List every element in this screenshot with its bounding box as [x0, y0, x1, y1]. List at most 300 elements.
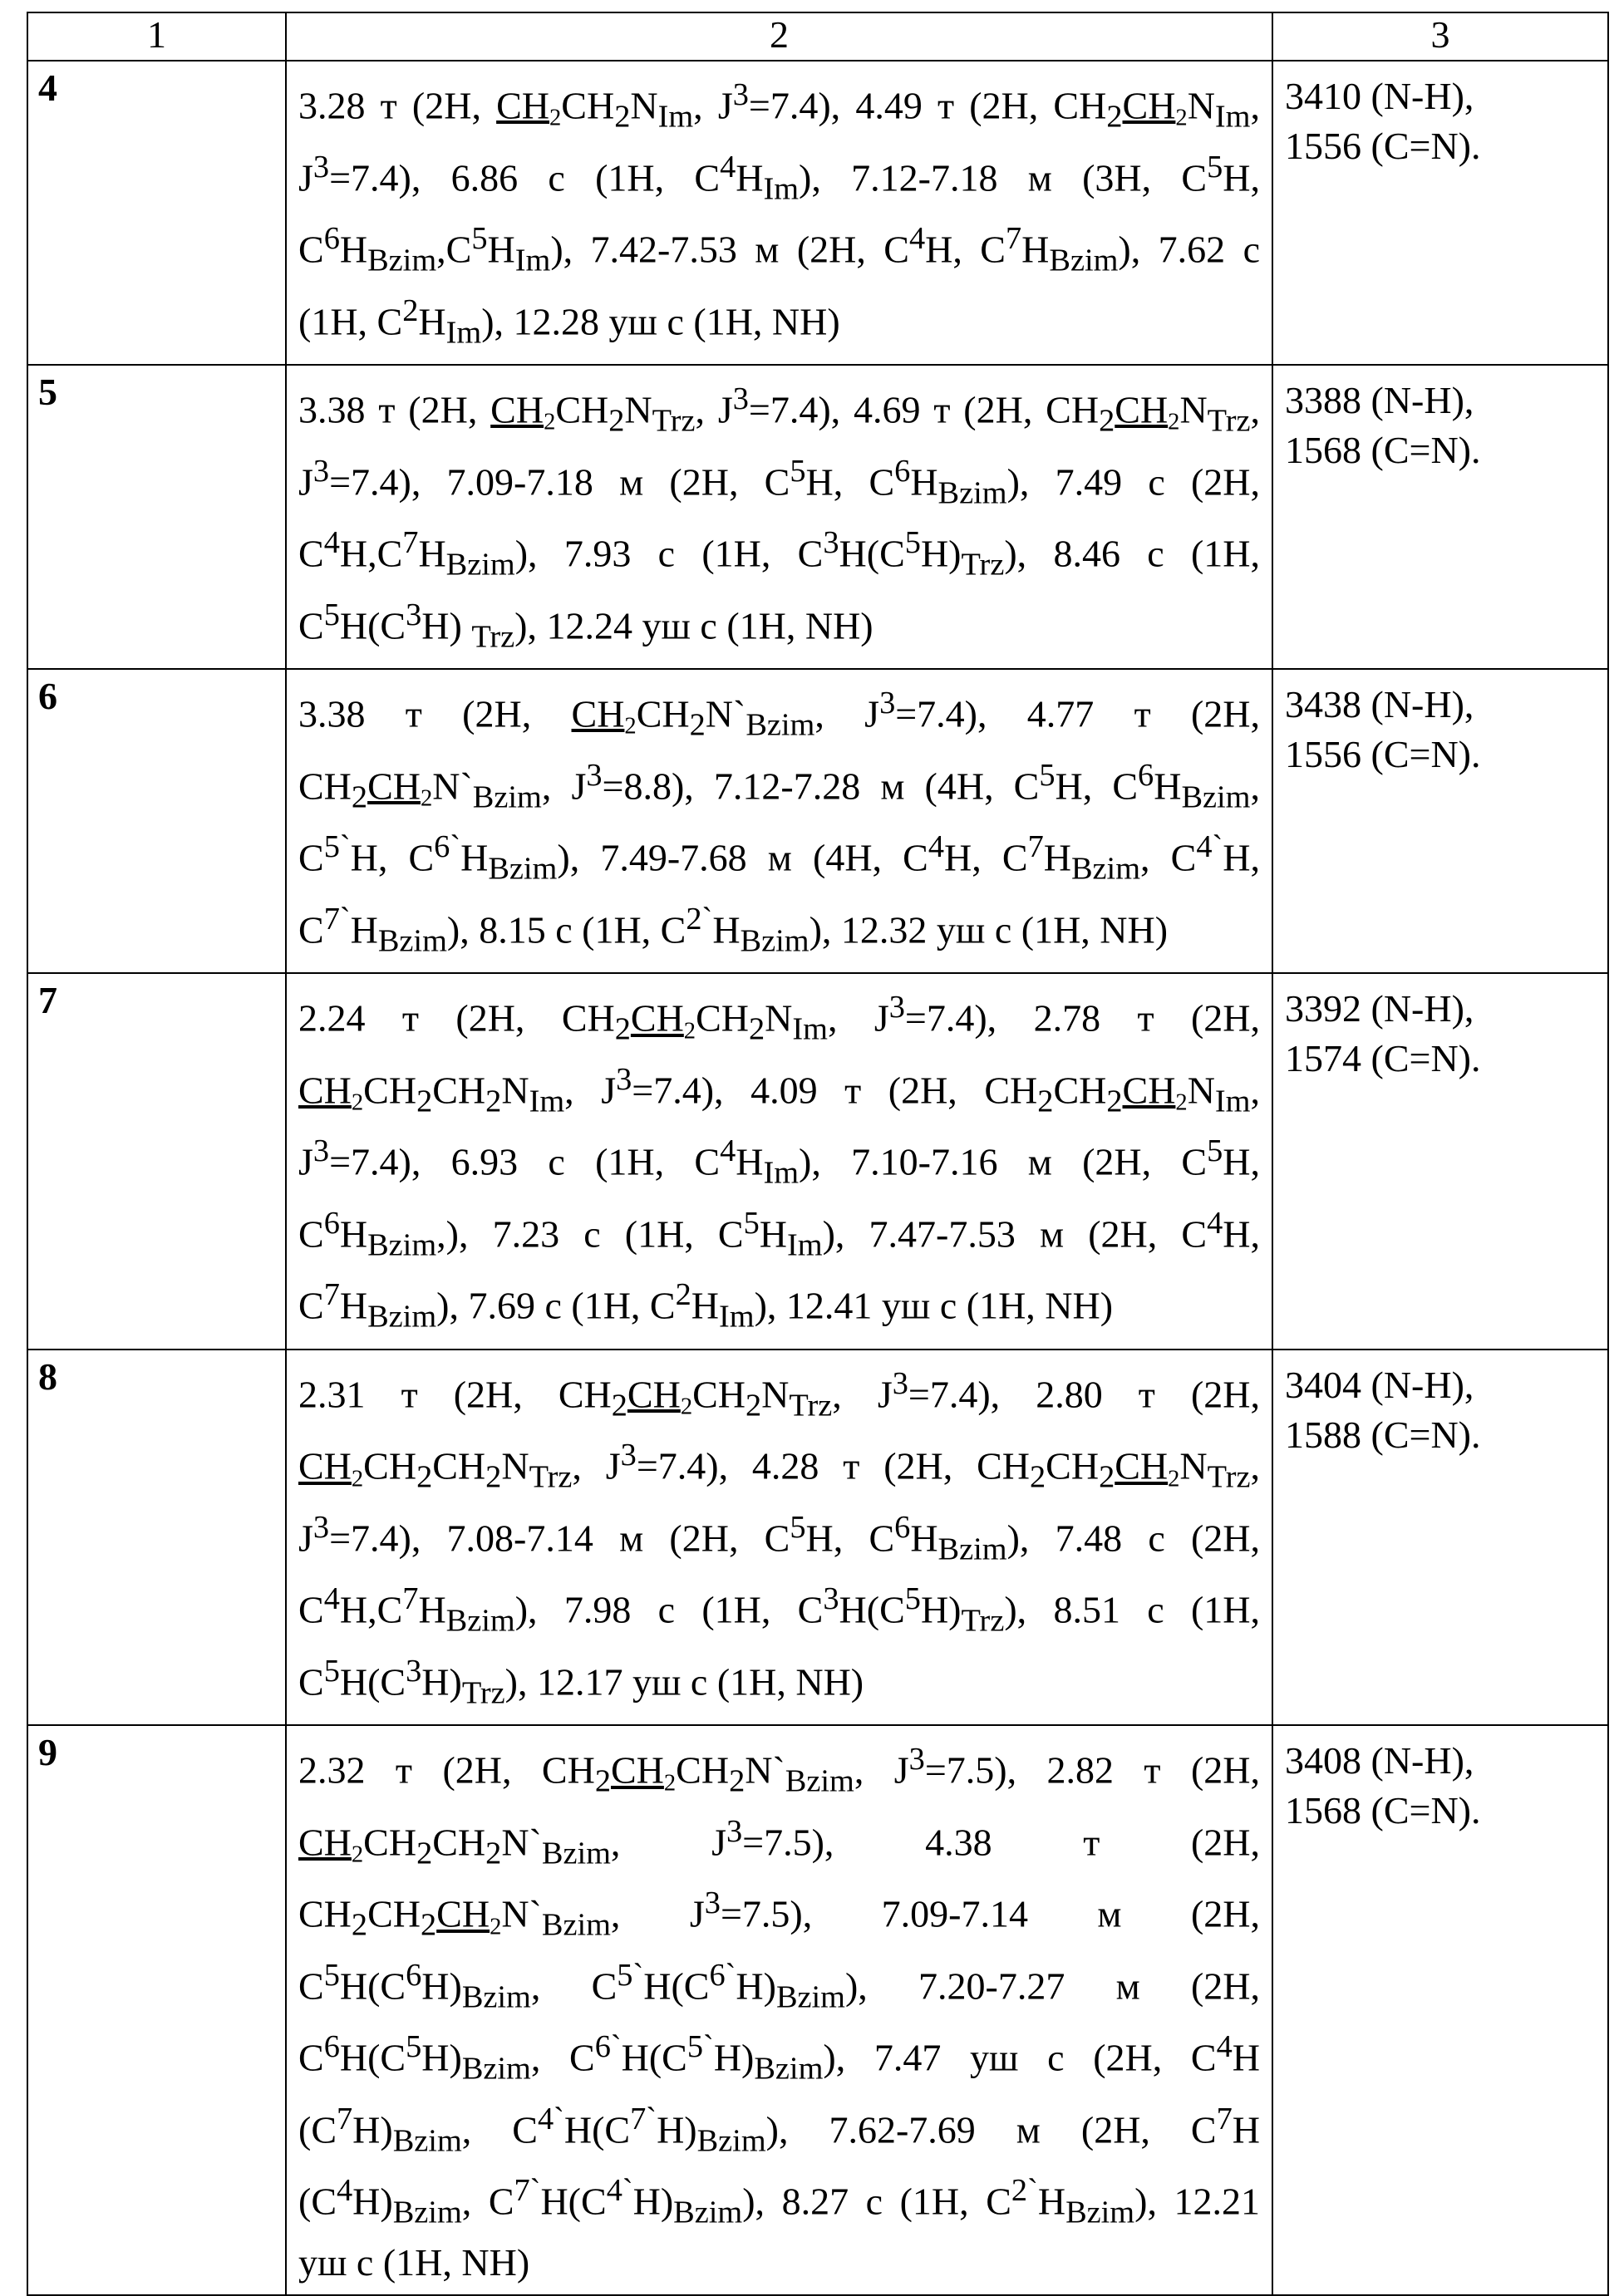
nmr-text-segment: 2 — [1099, 404, 1115, 439]
nmr-text-segment: , C — [462, 2180, 514, 2223]
ir-band: 3410 (N-H), — [1285, 71, 1599, 121]
nmr-text-segment: 5 — [1039, 758, 1055, 793]
nmr-text-segment: =7.5), 7.09-7.14 м (2H, C — [298, 1893, 1260, 2008]
nmr-text-segment: 2 — [416, 1084, 432, 1119]
nmr-text-segment: 3 — [705, 1885, 721, 1920]
nmr-text-segment: N — [1188, 84, 1215, 126]
nmr-text-segment: 6 — [324, 221, 340, 256]
nmr-text-segment: 6 — [894, 454, 910, 489]
nmr-text-segment: 6` — [709, 1958, 736, 1993]
nmr-text-segment: Trz — [1208, 404, 1251, 439]
nmr-text-segment: Trz — [1208, 1460, 1251, 1495]
nmr-text-segment: 6` — [434, 829, 460, 864]
nmr-text-segment: H) — [714, 2037, 755, 2079]
nmr-text-segment: N` — [501, 1893, 542, 1935]
nmr-text-segment: 4 — [1207, 1206, 1223, 1241]
nmr-text-segment: =8.8), 7.12-7.28 м (4H, C — [603, 765, 1040, 807]
nmr-text-segment: 2 — [684, 1018, 696, 1044]
nmr-text-segment: 2 — [749, 1012, 765, 1047]
nmr-text-segment: Trz — [652, 404, 696, 439]
nmr-text-segment: Bzim — [446, 548, 515, 583]
nmr-text-segment: 6 — [1138, 758, 1154, 793]
nmr-text-segment: 2 — [352, 779, 367, 814]
nmr-text-segment: Bzim — [785, 1764, 854, 1799]
nmr-text-segment: ), 8.27 с (1H, C — [742, 2180, 1011, 2223]
compound-number: 9 — [27, 1725, 286, 2295]
nmr-text-segment: 2 — [485, 1084, 501, 1119]
nmr-text-segment: N — [1179, 1445, 1207, 1487]
nmr-text-segment: H(C — [540, 2180, 606, 2223]
nmr-text-segment: 2 — [490, 1914, 501, 1940]
nmr-text-segment: N — [501, 1445, 529, 1487]
nmr-text-segment: 5 — [905, 525, 921, 560]
nmr-text-segment: 5` — [687, 2029, 714, 2064]
nmr-text-segment: H) — [352, 2108, 393, 2151]
nmr-text-segment: , J — [298, 84, 1260, 199]
nmr-text-segment: H(C — [564, 2108, 630, 2151]
nmr-text-segment: N — [630, 84, 657, 126]
compound-number: 5 — [27, 365, 286, 669]
nmr-text-segment: ), 7.93 с (1H, C — [515, 532, 824, 574]
compound-number: 4 — [27, 61, 286, 365]
nmr-text-segment: 2 — [595, 1764, 611, 1799]
nmr-text-segment: H) — [421, 2037, 462, 2079]
nmr-text-segment: H,C — [340, 532, 402, 574]
nmr-text-segment: 2 — [416, 1836, 432, 1871]
nmr-text-segment: N` — [706, 692, 746, 735]
nmr-text-segment: 3 — [733, 381, 749, 416]
nmr-text-segment: , J — [828, 997, 889, 1040]
nmr-text-segment: H(C — [839, 1589, 905, 1631]
nmr-text-segment: =7.5), 4.38 т (2H, CH — [298, 1821, 1260, 1935]
nmr-text-segment: 4` — [538, 2102, 564, 2136]
nmr-text-segment: H (C — [298, 2108, 1260, 2223]
nmr-text-segment: 6 — [406, 1958, 421, 1993]
nmr-text-segment: ), 7.69 с (1H, C — [436, 1285, 675, 1327]
ir-band: 3404 (N-H), — [1285, 1360, 1599, 1410]
nmr-text-segment: 3 — [726, 1814, 742, 1849]
ir-band: 1568 (C=N). — [1285, 1786, 1599, 1836]
nmr-text-segment: H — [712, 908, 740, 951]
nmr-text-segment: Bzim — [1071, 852, 1140, 887]
nmr-text-segment: CH — [363, 1069, 416, 1111]
nmr-text-segment: , C — [298, 765, 1260, 879]
underlined-group — [490, 388, 544, 430]
nmr-text-segment: ), 12.21 уш с (1H, NH) — [298, 2180, 1260, 2284]
underlined-group — [436, 1893, 490, 1935]
nmr-text-segment: H) — [657, 2108, 697, 2151]
nmr-text-segment: , J — [832, 1373, 892, 1415]
table-row — [27, 973, 1608, 1350]
nmr-text-segment: 5 — [324, 1654, 340, 1689]
nmr-text-segment: H) — [421, 1964, 462, 2007]
nmr-text-segment: =7.4), 2.80 т (2H, — [908, 1373, 1260, 1415]
nmr-text-segment: , C — [1140, 836, 1196, 878]
nmr-text-segment: CH — [298, 1821, 352, 1863]
nmr-text-segment: 7 — [324, 1277, 340, 1312]
nmr-text-segment: =7.4), 7.08-7.14 м (2H, C — [329, 1517, 790, 1559]
nmr-text-segment: Bzim — [776, 1979, 845, 2014]
nmr-text-segment: CH — [367, 1893, 421, 1935]
nmr-text-segment: , J — [611, 1821, 726, 1863]
header-col-1: 1 — [27, 12, 286, 61]
nmr-text-segment: 6 — [324, 2029, 340, 2064]
nmr-text-segment: Bzim — [473, 779, 542, 814]
nmr-text-segment: H) — [421, 1660, 462, 1703]
ir-band: 3438 (N-H), — [1285, 680, 1599, 730]
nmr-text-segment: 4 — [909, 221, 925, 256]
underlined-group — [496, 84, 549, 126]
nmr-text-segment: H, C — [944, 836, 1028, 878]
nmr-text-segment: , J — [564, 1069, 616, 1111]
nmr-text-segment: H — [340, 1212, 367, 1255]
nmr-text-segment: 5 — [790, 1510, 805, 1545]
nmr-text-segment: Bzim — [741, 923, 810, 958]
nmr-text-segment: H, C — [298, 836, 1260, 951]
nmr-text-segment: 2 — [608, 404, 624, 439]
nmr-text-segment: 2 — [402, 293, 418, 328]
nmr-text-segment: , C — [531, 1964, 617, 2007]
underlined-group — [1123, 84, 1176, 126]
nmr-text-segment: H, C — [925, 228, 1006, 270]
underlined-group — [684, 997, 696, 1040]
nmr-text-segment: 5 — [324, 597, 340, 632]
nmr-text-segment: 4 — [720, 1133, 736, 1168]
nmr-text-segment: 2 — [485, 1836, 501, 1871]
nmr-text-segment: H — [1044, 836, 1071, 878]
nmr-text-segment: 2 — [729, 1764, 745, 1799]
nmr-text-segment: 2` — [1011, 2173, 1038, 2208]
compound-number: 6 — [27, 669, 286, 973]
underlined-group — [1115, 1445, 1168, 1487]
nmr-text-segment: CH — [1115, 1445, 1168, 1487]
nmr-text-segment: 5 — [406, 2029, 421, 2064]
nmr-text-segment: CH — [363, 1445, 416, 1487]
nmr-text-segment: 2 — [1037, 1084, 1053, 1119]
nmr-text-segment: H — [910, 1517, 937, 1559]
nmr-text-segment: H, C — [806, 1517, 895, 1559]
nmr-text-segment: 2 — [352, 1908, 367, 1943]
nmr-text-segment: 3 — [586, 758, 602, 793]
underlined-group — [490, 1893, 501, 1935]
nmr-text-segment: ), 12.24 уш с (1H, NH) — [514, 604, 873, 647]
nmr-text-segment: H,C — [340, 1589, 402, 1631]
nmr-text-segment: CH — [676, 1749, 729, 1792]
nmr-text-segment: CH — [637, 692, 690, 735]
nmr-text-segment: , J — [572, 1445, 620, 1487]
nmr-text-segment: Bzim — [378, 923, 447, 958]
nmr-text-segment: =7.4), 4.77 т (2H, CH — [298, 692, 1260, 807]
nmr-text-segment: H, C — [1056, 765, 1139, 807]
nmr-text-segment: H — [760, 1212, 787, 1255]
nmr-text-segment: H) — [352, 2180, 393, 2223]
nmr-text-segment: N — [765, 997, 792, 1040]
nmr-text-segment: Bzim — [367, 243, 436, 278]
nmr-text-segment: H — [1154, 765, 1181, 807]
nmr-text-segment: Im — [1215, 100, 1251, 135]
ir-band: 3408 (N-H), — [1285, 1736, 1599, 1786]
nmr-text-segment: H, C — [351, 836, 435, 878]
nmr-text-segment: CH — [1123, 84, 1176, 126]
nmr-text-segment: CH — [432, 1821, 485, 1863]
nmr-text-segment: H, C — [298, 1141, 1260, 1256]
nmr-data-cell — [286, 61, 1272, 365]
nmr-text-segment: Im — [1215, 1084, 1251, 1119]
nmr-text-segment: , J — [854, 1749, 909, 1792]
nmr-text-segment: 7` — [630, 2102, 657, 2136]
nmr-text-segment: 5 — [471, 221, 487, 256]
nmr-text-segment: 7 — [402, 1581, 418, 1616]
nmr-text-segment: Im — [787, 1227, 823, 1262]
underlined-group — [611, 1749, 664, 1792]
nmr-text-segment: CH — [1046, 1445, 1099, 1487]
nmr-text-segment: Im — [763, 171, 799, 206]
nmr-text-segment: 2 — [615, 1012, 631, 1047]
nmr-text-segment: Bzim — [542, 1836, 611, 1871]
nmr-text-segment: Bzim — [542, 1908, 611, 1943]
nmr-text-segment: ), 7.48 с (2H, C — [298, 1517, 1260, 1631]
nmr-text-segment: 3 — [616, 1062, 632, 1097]
nmr-text-segment: , J — [693, 84, 733, 126]
nmr-data-cell — [286, 973, 1272, 1350]
nmr-text-segment: 2 — [421, 786, 432, 812]
nmr-text-segment: 3 — [823, 1581, 839, 1616]
nmr-text-segment: 2 — [676, 1277, 691, 1312]
nmr-text-segment: H — [351, 908, 378, 951]
underlined-group — [421, 765, 432, 807]
underlined-group — [367, 765, 421, 807]
nmr-text-segment: H — [1021, 228, 1049, 270]
nmr-text-segment: H — [340, 1285, 367, 1327]
nmr-text-segment: ), 7.62 с (1H, C — [298, 228, 1260, 342]
nmr-text-segment: 2 — [624, 714, 636, 740]
underlined-group — [1175, 1069, 1187, 1111]
nmr-text-segment: 2 — [416, 1460, 432, 1495]
nmr-text-segment: 4 — [337, 2173, 352, 2208]
ir-data-cell — [1272, 1725, 1608, 2295]
nmr-text-segment: H(C — [340, 1964, 406, 2007]
nmr-text-segment: , C — [462, 2108, 538, 2151]
nmr-text-segment: H) — [921, 532, 962, 574]
nmr-text-segment: 7 — [337, 2102, 352, 2136]
nmr-text-segment: 3 — [733, 77, 749, 112]
nmr-text-segment: H — [1038, 2180, 1065, 2223]
nmr-text-segment: 7 — [1028, 829, 1044, 864]
underlined-group — [352, 1445, 363, 1487]
nmr-text-segment: CH — [496, 84, 549, 126]
nmr-text-segment: Bzim — [446, 1604, 515, 1639]
underlined-group — [631, 997, 684, 1040]
nmr-text-segment: 7 — [1006, 221, 1021, 256]
nmr-text-segment: CH — [1115, 388, 1168, 430]
nmr-text-segment: H(C — [340, 1660, 406, 1703]
nmr-text-segment: H, C — [298, 1212, 1260, 1327]
nmr-text-segment: 2 — [664, 1770, 676, 1796]
nmr-text-segment: CH — [627, 1373, 681, 1415]
nmr-text-segment: 3 — [313, 1510, 329, 1545]
nmr-text-segment: H(C — [340, 2037, 406, 2079]
underlined-group — [681, 1373, 692, 1415]
ir-band: 1574 (C=N). — [1285, 1034, 1599, 1084]
nmr-text-segment: Im — [658, 100, 694, 135]
nmr-text-segment: ), 7.47 уш с (2H, C — [823, 2037, 1216, 2079]
nmr-text-segment: H(C — [643, 1964, 709, 2007]
nmr-text-segment: 2.24 т (2H, CH — [298, 997, 615, 1040]
nmr-text-segment: ), 7.98 с (1H, C — [515, 1589, 824, 1631]
nmr-text-segment: 3 — [313, 1133, 329, 1168]
ir-band: 1556 (C=N). — [1285, 730, 1599, 779]
nmr-text-segment: 3 — [621, 1438, 637, 1472]
nmr-text-segment: ), 7.49 с (2H, C — [298, 460, 1260, 575]
nmr-text-segment: Im — [515, 243, 551, 278]
nmr-text-segment: H, C — [806, 460, 895, 503]
nmr-text-segment: 2 — [352, 1090, 363, 1116]
nmr-text-segment: CH — [631, 997, 684, 1040]
underlined-group — [352, 1069, 363, 1111]
nmr-data-cell — [286, 1725, 1272, 2295]
nmr-text-segment: 2 — [1175, 106, 1187, 131]
ir-data-cell — [1272, 365, 1608, 669]
nmr-text-segment: 3 — [823, 525, 839, 560]
nmr-text-segment: 6` — [595, 2029, 622, 2064]
underlined-group — [352, 1821, 363, 1863]
nmr-text-segment: 4 — [1217, 2029, 1233, 2064]
ir-band: 1568 (C=N). — [1285, 425, 1599, 475]
nmr-text-segment: =7.4), 4.09 т (2H, CH — [632, 1069, 1037, 1111]
nmr-text-segment: , J — [542, 765, 587, 807]
nmr-text-segment: ), 7.47-7.53 м (2H, C — [823, 1212, 1207, 1255]
nmr-text-segment: CH — [490, 388, 544, 430]
nmr-text-segment: 4 — [928, 829, 944, 864]
nmr-text-segment: , J — [611, 1893, 705, 1935]
nmr-text-segment: 2 — [1168, 1466, 1179, 1492]
nmr-text-segment: H — [736, 156, 763, 199]
ir-data-cell — [1272, 973, 1608, 1350]
underlined-group — [1168, 1445, 1179, 1487]
nmr-text-segment: H(C — [622, 2037, 687, 2079]
nmr-text-segment: 2 — [746, 1388, 761, 1423]
nmr-data-cell — [286, 1350, 1272, 1726]
nmr-text-segment: 5 — [744, 1206, 760, 1241]
nmr-text-segment: N — [761, 1373, 789, 1415]
nmr-text-segment: H — [460, 836, 488, 878]
nmr-text-segment: 5` — [617, 1958, 643, 1993]
nmr-text-segment: 2 — [612, 1388, 627, 1423]
nmr-text-segment: Bzim — [746, 708, 814, 743]
nmr-text-segment: CH — [432, 1445, 485, 1487]
nmr-text-segment: H — [340, 228, 367, 270]
nmr-text-segment: ), 8.15 с (1H, C — [447, 908, 686, 951]
nmr-text-segment: N` — [432, 765, 473, 807]
nmr-text-segment: ), 7.49-7.68 м (4H, C — [557, 836, 928, 878]
nmr-text-segment: Trz — [471, 619, 514, 654]
nmr-text-segment: H (C — [298, 2037, 1260, 2151]
nmr-text-segment: CH — [298, 1069, 352, 1111]
nmr-text-segment: 3 — [889, 990, 905, 1025]
underlined-group — [664, 1749, 676, 1792]
nmr-text-segment: ), 12.32 уш с (1H, NH) — [810, 908, 1168, 951]
nmr-text-segment: H(C — [340, 604, 406, 647]
ir-band: 1556 (C=N). — [1285, 121, 1599, 171]
nmr-text-segment: 2 — [1168, 410, 1179, 435]
ir-data-cell — [1272, 669, 1608, 973]
nmr-text-segment: Im — [529, 1084, 565, 1119]
nmr-text-segment: H) — [633, 2180, 674, 2223]
nmr-text-segment: ), 7.62-7.69 м (2H, C — [766, 2108, 1217, 2151]
nmr-text-segment: 5` — [324, 829, 351, 864]
nmr-text-segment: ), 7.10-7.16 м (2H, C — [799, 1141, 1207, 1183]
nmr-text-segment: H — [691, 1285, 719, 1327]
nmr-data-cell — [286, 669, 1272, 973]
ir-band: 3392 (N-H), — [1285, 984, 1599, 1034]
nmr-text-segment: CH — [696, 997, 749, 1040]
nmr-text-segment: 5 — [1207, 150, 1223, 184]
nmr-ir-data-table — [27, 12, 1609, 2296]
table-row — [27, 1350, 1608, 1726]
nmr-text-segment: ,), 7.23 с (1H, C — [436, 1212, 743, 1255]
nmr-text-segment: 3 — [893, 1366, 908, 1401]
nmr-text-segment: , J — [814, 692, 879, 735]
underlined-group — [627, 1373, 681, 1415]
nmr-text-segment: Bzim — [697, 2123, 766, 2158]
nmr-text-segment: CH — [363, 1821, 416, 1863]
nmr-text-segment: 2 — [352, 1466, 363, 1492]
nmr-text-segment: 7` — [324, 902, 351, 937]
compound-number: 7 — [27, 973, 286, 1350]
underlined-group — [298, 1069, 352, 1111]
nmr-data-cell — [286, 365, 1272, 669]
nmr-text-segment: 2 — [690, 708, 706, 743]
header-col-2: 2 — [286, 12, 1272, 61]
ir-band: 1588 (C=N). — [1285, 1410, 1599, 1460]
nmr-text-segment: CH — [1053, 1069, 1106, 1111]
nmr-text-segment: 7 — [1217, 2102, 1233, 2136]
nmr-text-segment: CH — [555, 388, 608, 430]
nmr-text-segment: H) — [921, 1589, 962, 1631]
table-row — [27, 61, 1608, 365]
nmr-text-segment: ), 8.51 с (1H, C — [298, 1589, 1260, 1704]
nmr-text-segment: Bzim — [367, 1227, 436, 1262]
nmr-text-segment: CH — [611, 1749, 664, 1792]
ir-band: 3388 (N-H), — [1285, 376, 1599, 425]
underlined-group — [624, 692, 636, 735]
nmr-text-segment: 2 — [614, 100, 630, 135]
nmr-text-segment: =7.4), 7.09-7.18 м (2H, C — [329, 460, 790, 503]
nmr-text-segment: CH — [367, 765, 421, 807]
nmr-text-segment: CH — [298, 1445, 352, 1487]
nmr-text-segment: 3 — [879, 686, 895, 720]
nmr-text-segment: Im — [446, 315, 482, 350]
nmr-text-segment: 2 — [1106, 1084, 1122, 1119]
nmr-text-segment: H(C — [839, 532, 905, 574]
underlined-group — [1123, 1069, 1176, 1111]
header-col-3: 3 — [1272, 12, 1608, 61]
nmr-text-segment: =7.4), 4.69 т (2H, CH — [749, 388, 1099, 430]
nmr-text-segment: Bzim — [754, 2052, 823, 2087]
nmr-text-segment: 3.38 т (2H, — [298, 388, 490, 430]
nmr-text-segment: 6 — [894, 1510, 910, 1545]
underlined-group — [298, 1821, 352, 1863]
nmr-text-segment: H — [418, 532, 445, 574]
nmr-text-segment: 3 — [313, 150, 329, 184]
underlined-group — [544, 388, 555, 430]
nmr-text-segment: , J — [696, 388, 733, 430]
underlined-group — [1175, 84, 1187, 126]
nmr-text-segment: 2.32 т (2H, CH — [298, 1749, 595, 1792]
nmr-text-segment: 2 — [549, 106, 561, 131]
nmr-text-segment: , J — [298, 1445, 1260, 1560]
nmr-text-segment: H — [910, 460, 937, 503]
